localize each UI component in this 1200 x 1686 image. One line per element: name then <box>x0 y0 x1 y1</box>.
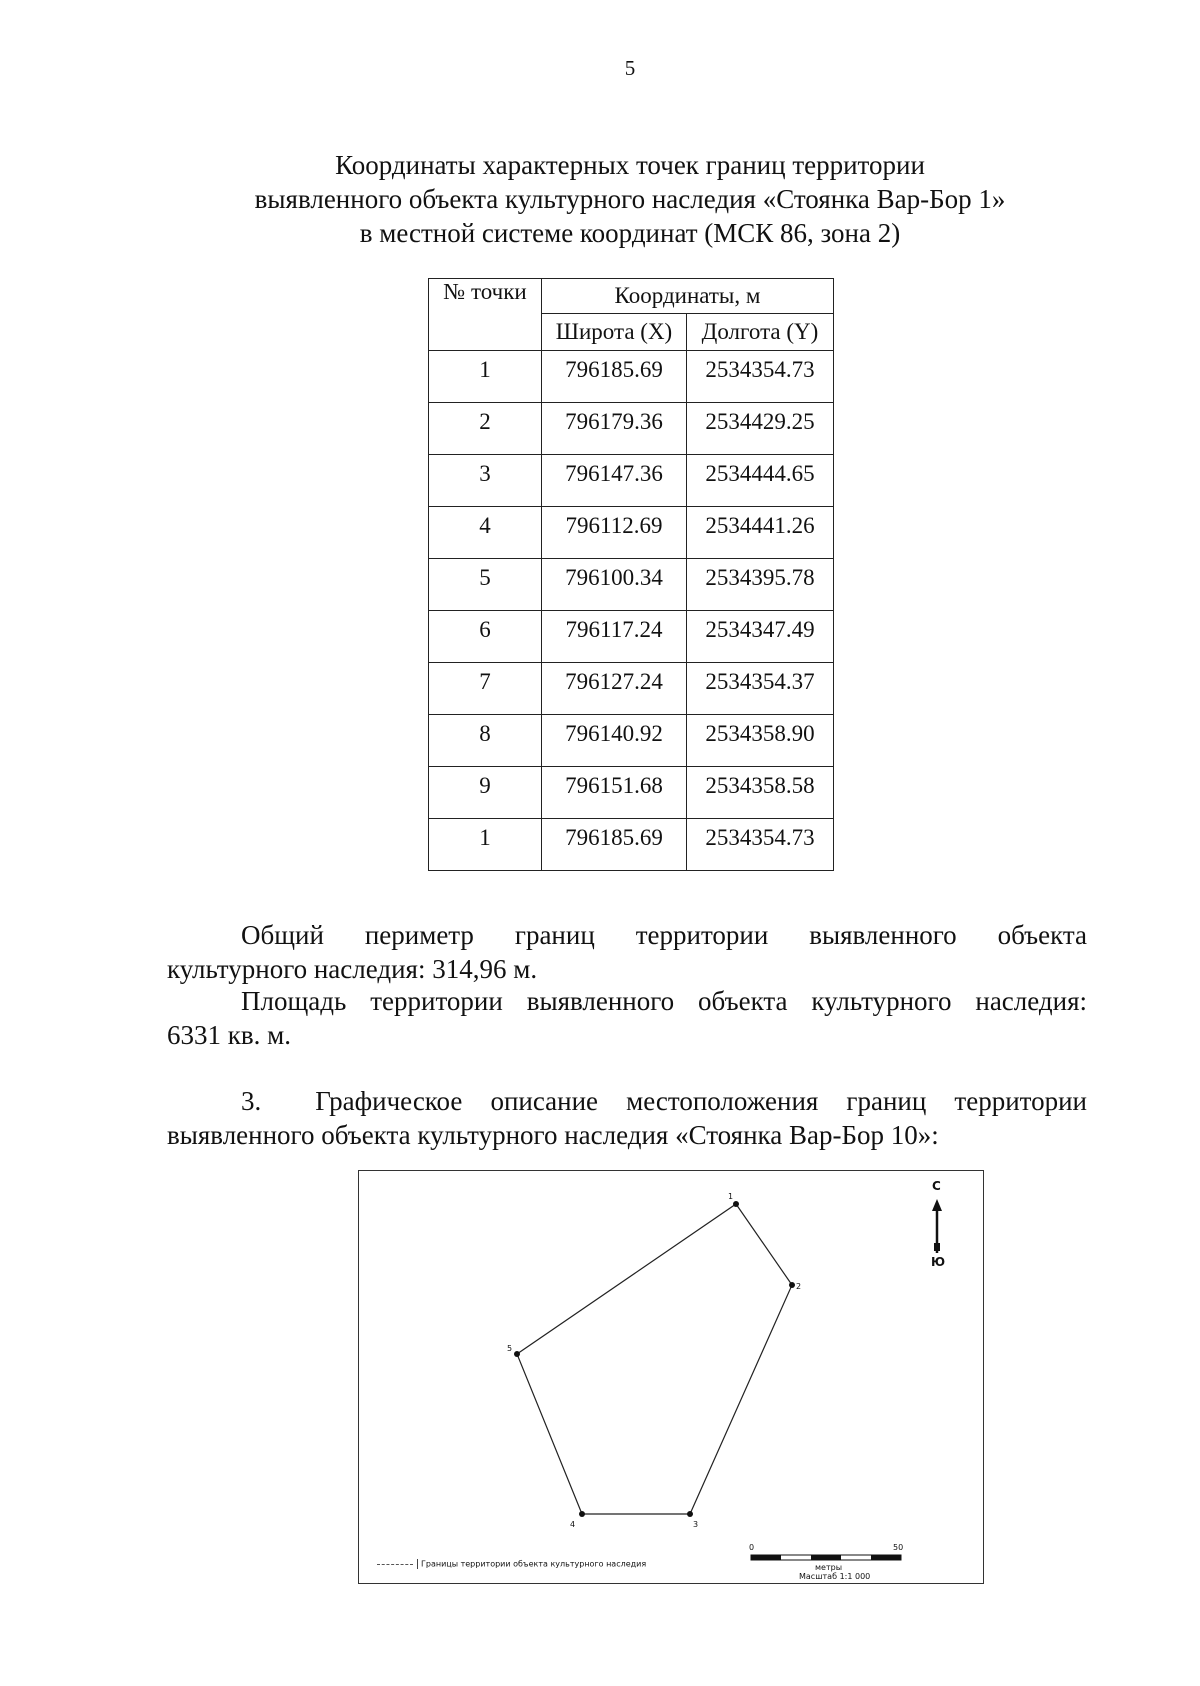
y-cell: 2534441.26 <box>687 507 834 559</box>
document-title <box>0 148 1200 250</box>
legend-line-end-icon <box>417 1559 418 1569</box>
x-header: Широта (X) <box>542 314 687 351</box>
point-cell: 6 <box>429 611 542 663</box>
point-cell: 9 <box>429 767 542 819</box>
map-point-3 <box>687 1511 693 1517</box>
perimeter-line-1: Общий периметр границ территории выявленного объекта <box>241 920 1087 950</box>
table-row <box>429 715 834 767</box>
perimeter-paragraph <box>167 918 1087 986</box>
coordinates-table-body <box>429 351 834 871</box>
north-arrow-icon <box>932 1199 942 1253</box>
y-cell: 2534347.49 <box>687 611 834 663</box>
perimeter-line-2: культурного наследия: 314,96 м. <box>167 954 538 984</box>
x-cell: 796179.36 <box>542 403 687 455</box>
table-row <box>429 819 834 871</box>
page-number: 5 <box>624 56 636 80</box>
point-header: № точки <box>429 279 542 351</box>
x-cell: 796117.24 <box>542 611 687 663</box>
point-cell: 3 <box>429 455 542 507</box>
scale-zero-label: 0 <box>749 1543 755 1552</box>
map-point-labels <box>507 1192 801 1529</box>
section-3-line-1 <box>167 1084 1087 1118</box>
map-legend <box>377 1559 646 1569</box>
map-point-label-2: 2 <box>796 1282 802 1291</box>
x-cell: 796147.36 <box>542 455 687 507</box>
boundary-points <box>514 1201 795 1517</box>
point-cell: 1 <box>429 351 542 403</box>
map-point-label-4: 4 <box>570 1520 576 1529</box>
map-point-label-1: 1 <box>728 1192 734 1201</box>
y-cell: 2534358.90 <box>687 715 834 767</box>
map-point-label-3: 3 <box>693 1520 699 1529</box>
table-row <box>429 559 834 611</box>
north-label: С <box>932 1179 941 1193</box>
y-cell: 2534444.65 <box>687 455 834 507</box>
point-cell: 2 <box>429 403 542 455</box>
x-cell: 796151.68 <box>542 767 687 819</box>
title-line-1: Координаты характерных точек границ территории <box>335 150 925 180</box>
boundary-polygon <box>517 1204 792 1514</box>
area-paragraph <box>167 984 1087 1052</box>
title-line-3: в местной системе координат (МСК 86, зона 2) <box>359 218 901 248</box>
map-point-1 <box>733 1201 739 1207</box>
x-cell: 796140.92 <box>542 715 687 767</box>
y-cell: 2534358.58 <box>687 767 834 819</box>
x-cell: 796185.69 <box>542 819 687 871</box>
area-line-1: Площадь территории выявленного объекта культурного наследия: <box>241 986 1087 1016</box>
section-3-number: 3. <box>241 1086 262 1116</box>
map-point-2 <box>789 1282 795 1288</box>
x-cell: 796100.34 <box>542 559 687 611</box>
scale-bar <box>751 1555 901 1560</box>
point-cell: 8 <box>429 715 542 767</box>
section-3-text-1: Графическое описание местоположения границ территории <box>315 1086 1087 1116</box>
scale-max-label: 50 <box>893 1543 904 1552</box>
coordinates-header: Координаты, м <box>542 279 834 314</box>
x-cell: 796112.69 <box>542 507 687 559</box>
table-row <box>429 507 834 559</box>
title-line-2: выявленного объекта культурного наследия «Стоянка Вар-Бор 1» <box>254 184 1006 214</box>
point-cell: 1 <box>429 819 542 871</box>
y-cell: 2534429.25 <box>687 403 834 455</box>
section-3-line-2: выявленного объекта культурного наследия «Стоянка Вар-Бор 10»: <box>167 1120 939 1150</box>
table-row <box>429 455 834 507</box>
y-header: Долгота (Y) <box>687 314 834 351</box>
scale-unit-label: метры <box>815 1563 843 1572</box>
south-label: Ю <box>931 1255 946 1269</box>
point-cell: 7 <box>429 663 542 715</box>
map-point-5 <box>514 1351 520 1357</box>
table-row <box>429 767 834 819</box>
boundary-map-drawing <box>359 1171 985 1585</box>
y-cell: 2534395.78 <box>687 559 834 611</box>
scale-ratio-label: Масштаб 1:1 000 <box>799 1572 871 1581</box>
legend-line-icon <box>377 1564 413 1565</box>
legend-text: Границы территории объекта культурного наследия <box>421 1559 647 1569</box>
map-point-4 <box>579 1511 585 1517</box>
point-cell: 4 <box>429 507 542 559</box>
map-point-label-5: 5 <box>507 1344 513 1353</box>
table-row <box>429 611 834 663</box>
boundary-map <box>358 1170 984 1584</box>
x-cell: 796127.24 <box>542 663 687 715</box>
table-row <box>429 403 834 455</box>
coordinates-table <box>428 278 834 871</box>
y-cell: 2534354.73 <box>687 819 834 871</box>
section-3-paragraph <box>167 1084 1087 1152</box>
table-row <box>429 663 834 715</box>
x-cell: 796185.69 <box>542 351 687 403</box>
y-cell: 2534354.37 <box>687 663 834 715</box>
y-cell: 2534354.73 <box>687 351 834 403</box>
area-line-2: 6331 кв. м. <box>167 1020 291 1050</box>
table-row <box>429 351 834 403</box>
point-cell: 5 <box>429 559 542 611</box>
